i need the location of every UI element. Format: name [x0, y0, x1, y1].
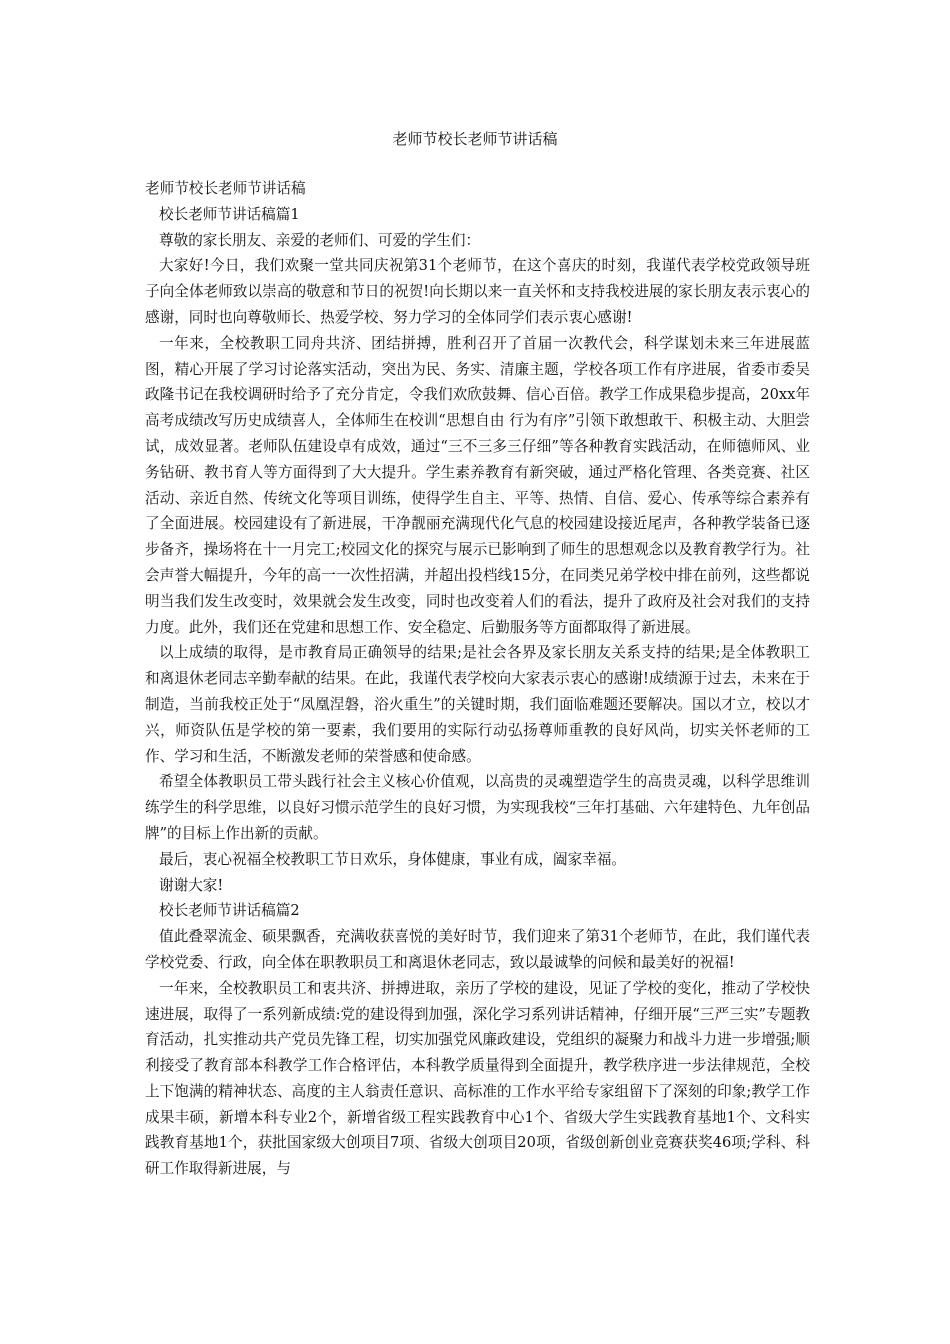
document-heading: 老师节校长老师节讲话稿 [145, 180, 306, 197]
paragraph: 值此叠翠流金、硕果飘香，充满收获喜悦的美好时节，我们迎来了第31个老师节，在此，我们谨代表学校党委、行政，向全体在职教职员工和离退休老同志，致以最诚挚的问候和最美好的祝福! [145, 928, 810, 971]
paragraph: 大家好!今日，我们欢聚一堂共同庆祝第31个老师节，在这个喜庆的时刻，我谨代表学校党政领导班子向全体老师致以崇高的敬意和节日的祝贺!向长期以来一直关怀和支持我校进展的家长朋友表示衷心的感谢，同时也向尊敬师长、热爱学校、努力学习的全体同学们表示衷心感谢! [145, 257, 810, 326]
document-body [145, 176, 810, 1182]
document-title: 老师节校长老师节讲话稿 [392, 130, 558, 148]
paragraph: 尊敬的家长朋友、亲爱的老师们、可爱的学生们： [159, 231, 481, 249]
paragraph: 最后，衷心祝福全校教职工节日欢乐，身体健康，事业有成，阖家幸福。 [159, 850, 627, 868]
paragraph: 希望全体教职员工带头践行社会主义核心价值观，以高贵的灵魂塑造学生的高贵灵魂，以科学思维训练学生的科学思维，以良好习惯示范学生的良好习惯，为实现我校“三年打基础、六年建特色、九年创品牌”的目标上作出新的贡献。 [145, 773, 810, 842]
paragraph: 谢谢大家! [159, 876, 224, 894]
paragraph: 一年来，全校教职员工和衷共济、拼搏进取，亲历了学校的建设，见证了学校的变化，推动了学校快速进展，取得了一系列新成绩:党的建设得到加强，深化学习系列讲话精神，仔细开展“三严三实”专题教育活动，扎实推动共产党员先锋工程，切实加强党风廉政建设，党组织的凝聚力和战斗力进一步增强;顺利接受了教育部本科教学工作合格评估，本科教学质量得到全面提升，教学秩序进一步法律规范，全校上下饱满的精神状态、高度的主人翁责任意识、高标准的工作水平给专家组留下了深刻的印象;教学工作成果丰硕，新增本科专业2个，新增省级工程实践教育中心1个、省级大学生实践教育基地1个、文科实践教育基地1个，获批国家级大创项目7项、省级大创项目20项，省级创新创业竞赛获奖46项;学科、科研工作取得新进展，与 [145, 979, 810, 1178]
paragraph: 以上成绩的取得，是市教育局正确领导的结果;是社会各界及家长朋友关系支持的结果;是全体教职工和离退休老同志辛勤奉献的结果。在此，我谨代表学校向大家表示衷心的感谢!成绩源于过去，未来在于制造，当前我校正处于“凤凰涅磐，浴火重生”的关键时期，我们面临难题还要解决。国以才立，校以才兴，师资队伍是学校的第一要素，我们要用的实际行动弘扬尊师重教的良好风尚，切实关怀老师的工作、学习和生活，不断激发老师的荣誉感和使命感。 [145, 644, 810, 765]
paragraph: 一年来，全校教职工同舟共济、团结拼搏，胜利召开了首届一次教代会，科学谋划未来三年进展蓝图，精心开展了学习讨论落实活动，突出为民、务实、清廉主题，学校各项工作有序进展，省委市委吴政隆书记在我校调研时给予了充分肯定，令我们欢欣鼓舞、信心百倍。教学工作成果稳步提高，20xx年高考成绩改写历史成绩喜人，全体师生在校训“思想自由 行为有序”引领下敢想敢干、积极主动、大胆尝试，成效显著。老师队伍建设卓有成效，通过“三不三多三仔细”等各种教育实践活动，在师德师风、业务钻研、教书育人等方面得到了大大提升。学生素养教育有新突破，通过严格化管理、各类竞赛、社区活动、亲近自然、传统文化等项目训练，使得学生自主、平等、热情、自信、爱心、传承等综合素养有了全面进展。校园建设有了新进展，干净靓丽充满现代化气息的校园建设接近尾声，各种教学装备已逐步备齐，操场将在十一月完工;校园文化的探究与展示已影响到了师生的思想观念以及教育教学行为。社会声誉大幅提升，今年的高一一次性招满，并超出投档线15分，在同类兄弟学校中排在前列，这些都说明当我们发生改变时，效果就会发生改变，同时也改变着人们的看法，提升了政府及社会对我们的支持力度。此外，我们还在党建和思想工作、安全稳定、后勤服务等方面都取得了新进展。 [145, 334, 810, 636]
section-1-title: 校长老师节讲话稿篇1 [159, 205, 300, 223]
section-2-title: 校长老师节讲话稿篇2 [159, 902, 300, 920]
